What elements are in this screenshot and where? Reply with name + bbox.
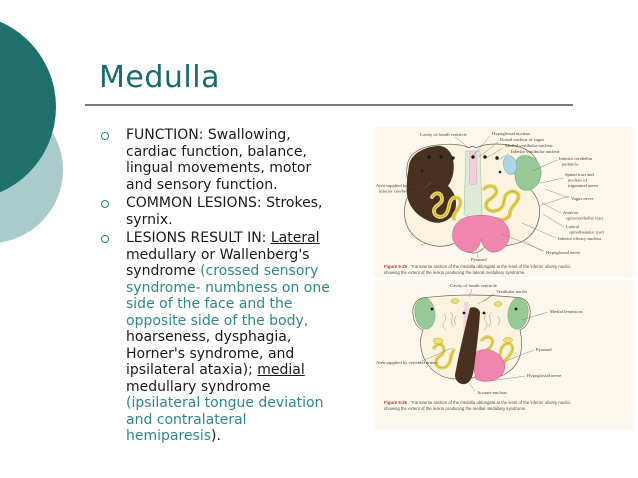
figure-caption-line1: Transverse section of the medulla oblongata at the level of the inferior olivary nuclei,	[410, 400, 571, 405]
lateral-underlined-text: Lateral	[270, 230, 320, 246]
figure-label: Medial vestibular nucleus	[505, 143, 553, 148]
bullet-text: COMMON LESIONS: Strokes, syrnix.	[126, 195, 323, 228]
figure-label: Vestibular nuclei	[496, 289, 527, 294]
crossed-sensory-teal-text: (crossed sensory syndrome- numbness on one side of the face and the opposite side of the body,	[126, 263, 330, 329]
figure-caption	[384, 400, 571, 405]
top-nucleus-oval-left	[451, 299, 459, 304]
figure-caption	[384, 264, 571, 269]
bullet-text: hoarseness, dysphagia, Horner's syndrome, and ipsilateral ataxia);	[126, 329, 295, 378]
figure-label: Pyramid	[536, 347, 552, 352]
figure-label: Arcuate nucleus	[477, 390, 507, 395]
figure-label: Cavity of fourth ventricle	[420, 132, 467, 137]
figure-medial-medullary-diagram	[374, 280, 634, 430]
figure-label: Hypoglossal nucleus	[492, 131, 531, 136]
figure-label: Spinal tract and	[565, 172, 594, 177]
bullet-lesions-result	[101, 230, 367, 445]
figure-label: trigeminal nerve	[568, 183, 599, 188]
figure-label: Inferior cerebellar	[559, 156, 593, 161]
figure-label: Vagus nerve	[571, 196, 594, 201]
top-nucleus-oval-right	[494, 302, 502, 307]
figure-label: Inferior vestibular nucleus	[511, 149, 560, 154]
title-divider	[85, 104, 573, 106]
inferior-cerebellar-peduncle-region	[515, 156, 541, 191]
tongue-deviation-teal-text: (ipsilateral tongue deviation and contralateral hemiparesis	[126, 395, 324, 444]
figure-label: Anterior	[563, 210, 579, 215]
figure-label: Hypoglossal nerve	[546, 250, 581, 255]
figure-label: Cavity of fourth ventricle	[450, 283, 497, 288]
figure-label: spinocerebellar tract	[566, 215, 604, 221]
bullet-marker-icon	[101, 127, 126, 193]
bullet-list	[101, 127, 367, 447]
figure-label: Lateral	[566, 224, 580, 229]
page-title: Medulla	[99, 60, 220, 95]
bullet-text: LESIONS RESULT IN:	[126, 230, 271, 246]
bullet-text: medullary or Wallenberg's syndrome	[126, 246, 310, 279]
figure-label: Inferior olivary nucleus	[558, 236, 602, 241]
bullet-common-lesions-text	[126, 195, 338, 228]
medulla-cross-section-medial	[374, 280, 634, 430]
bullet-function-text	[126, 127, 338, 193]
figure-label: Area supplied by vertebral artery	[376, 360, 437, 365]
bullet-lesions-result-text	[126, 230, 338, 445]
figure-label: spinothalamic tract	[569, 229, 605, 235]
bullet-text: FUNCTION: Swallowing, cardiac function, balance, lingual movements, motor and sensory function.	[126, 127, 312, 193]
figure-caption-line2: showing the extent of the lesion producing the lateral medullary syndrome.	[384, 270, 526, 275]
figure-label: Area supplied by posterior	[376, 183, 425, 188]
figure-label: inferior cerebellar artery	[379, 188, 424, 194]
bullet-marker-icon	[101, 195, 126, 228]
figure-caption-line2: showing the extent of the lesion producing the medial medullary syndrome.	[384, 406, 527, 411]
figure-label: Pyramid	[471, 257, 487, 262]
bullet-text: ).	[211, 428, 221, 444]
bullet-function	[101, 127, 367, 193]
figure-caption-line1: Transverse section of the medulla oblongata at the level of the inferior olivary nuclei,	[410, 264, 571, 269]
bullet-common-lesions	[101, 195, 367, 228]
figure-label: Hypoglossal nerve	[527, 373, 562, 378]
medulla-cross-section-lateral	[374, 127, 634, 277]
figure-label: Dorsal nucleus of vagus	[500, 137, 545, 142]
figure-number: Figure 5-25	[384, 264, 407, 269]
bullet-text: medullary syndrome	[126, 378, 271, 395]
figure-label: peduncle	[562, 161, 579, 167]
figure-lateral-medullary-diagram	[374, 127, 634, 277]
figure-number: Figure 5-26	[384, 400, 407, 405]
bullet-marker-icon	[101, 230, 126, 445]
figure-label: Medial lemniscus	[550, 309, 583, 314]
medial-underlined-text: medial	[257, 362, 305, 378]
figure-label: nucleus of	[568, 177, 588, 183]
